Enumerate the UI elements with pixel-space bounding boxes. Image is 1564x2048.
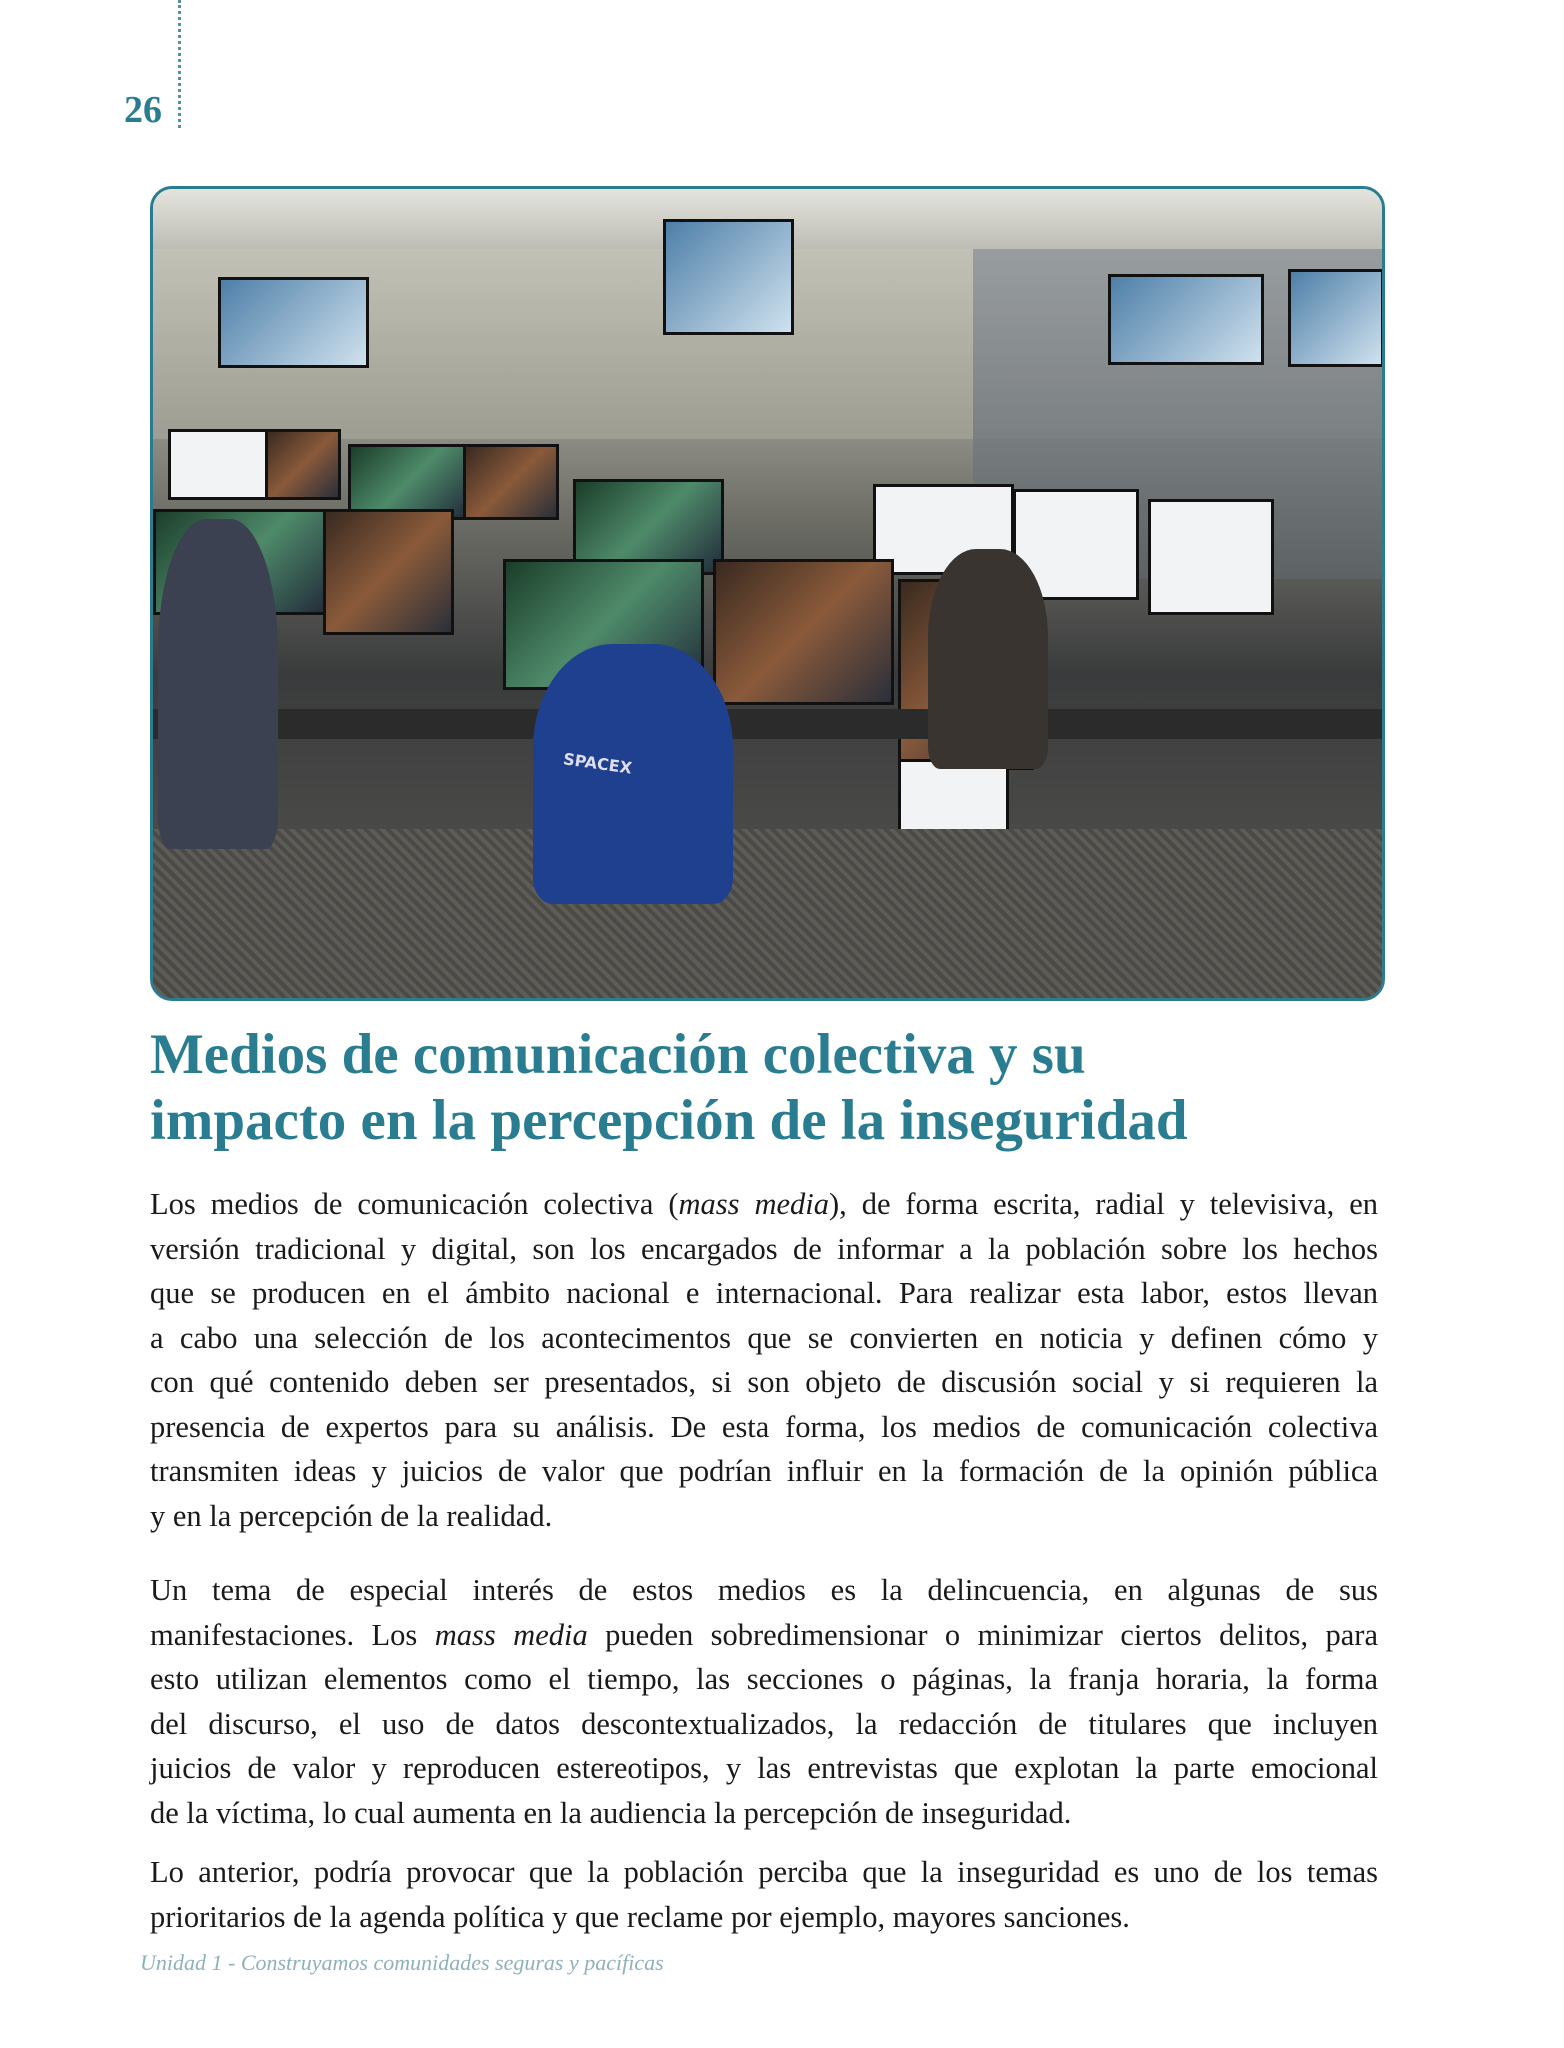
- operator: [158, 519, 278, 849]
- operator: [928, 549, 1048, 769]
- monitor: [1148, 499, 1274, 615]
- text-segment: de la víctima, lo cual aumenta en la audiencia la percepción de inseguridad.: [150, 1795, 1072, 1830]
- text-segment: juicios de valor y reproducen estereotipos, y las entrevistas que explotan la parte emocional: [150, 1751, 1378, 1785]
- text-segment: con qué contenido deben ser presentados, si son objeto de discusión social y si requieren la: [150, 1365, 1378, 1399]
- desk: [153, 709, 1382, 739]
- title-line: Medios de comunicación colectiva y su: [150, 1023, 1086, 1086]
- text-segment: versión tradicional y digital, son los encargados de informar a la población sobre los hechos: [150, 1231, 1378, 1266]
- paragraph: [150, 1182, 1378, 1538]
- text-segment: presencia de expertos para su análisis. De esta forma, los medios de comunicación colectiva: [150, 1409, 1378, 1444]
- text-segment: Los medios de comunicación colectiva (: [150, 1187, 679, 1221]
- jersey-text: SPACEX: [562, 749, 634, 778]
- wall-monitor: [218, 277, 369, 368]
- text-line: [150, 1702, 1378, 1747]
- text-segment: Un tema de especial interés de estos medios es la delincuencia, en algunas de sus: [150, 1573, 1378, 1607]
- monitor: [168, 429, 269, 500]
- wall-monitor: [663, 219, 794, 335]
- monitor: [713, 559, 894, 705]
- monitor: [463, 444, 559, 520]
- text-segment: ), de forma escrita, radial y televisiva, en: [829, 1187, 1378, 1221]
- text-line: [150, 1657, 1378, 1702]
- section-title: [150, 1022, 1188, 1154]
- text-segment: transmiten ideas y juicios de valor que podrían influir en la formación de la opinión pública: [150, 1454, 1378, 1488]
- operator-spacex: [533, 644, 733, 904]
- page-number: 26: [124, 89, 162, 131]
- footer-unit-title: Unidad 1 - Construyamos comunidades seguras y pacíficas: [140, 1950, 664, 1975]
- wall-monitor: [1288, 269, 1384, 367]
- title-line: impacto en la percepción de la inseguridad: [150, 1089, 1188, 1152]
- text-segment: manifestaciones. Los: [150, 1617, 435, 1652]
- paragraph: [150, 1850, 1378, 1939]
- wall-monitor: [1108, 274, 1264, 365]
- text-line: [150, 1791, 1378, 1836]
- text-line: [150, 1613, 1378, 1658]
- text-line: [150, 1746, 1378, 1791]
- text-line: [150, 1494, 1378, 1539]
- text-line: [150, 1568, 1378, 1613]
- text-segment: esto utilizan elementos como el tiempo, las secciones o páginas, la franja horaria, la forma: [150, 1662, 1378, 1696]
- text-segment: Lo anterior, podría provocar que la población perciba que la inseguridad es uno de los temas: [150, 1855, 1378, 1889]
- text-line: [150, 1405, 1378, 1450]
- text-segment: del discurso, el uso de datos descontextualizados, la redacción de titulares que incluyen: [150, 1706, 1378, 1741]
- dotted-divider: [178, 0, 181, 128]
- italic-term: mass media: [434, 1617, 588, 1652]
- text-segment: que se producen en el ámbito nacional e internacional. Para realizar esta labor, estos llevan: [150, 1276, 1378, 1310]
- text-segment: a cabo una selección de los acontecimentos que se convierten en noticia y definen cómo y: [150, 1320, 1378, 1355]
- paragraph: [150, 1568, 1378, 1835]
- text-line: [150, 1182, 1378, 1227]
- text-line: [150, 1850, 1378, 1895]
- text-segment: prioritarios de la agenda política y que reclame por ejemplo, mayores sanciones.: [150, 1899, 1130, 1934]
- text-segment: pueden sobredimensionar o minimizar ciertos delitos, para: [587, 1617, 1378, 1652]
- text-line: [150, 1449, 1378, 1494]
- carpet-floor: [153, 829, 1382, 999]
- italic-term: mass media: [678, 1187, 829, 1221]
- text-line: [150, 1316, 1378, 1361]
- monitor: [265, 429, 341, 500]
- control-room-photo: [150, 186, 1385, 1001]
- monitor: [323, 509, 454, 635]
- text-line: [150, 1271, 1378, 1316]
- text-line: [150, 1895, 1378, 1940]
- text-segment: y en la percepción de la realidad.: [150, 1498, 553, 1533]
- text-line: [150, 1360, 1378, 1405]
- text-line: [150, 1227, 1378, 1272]
